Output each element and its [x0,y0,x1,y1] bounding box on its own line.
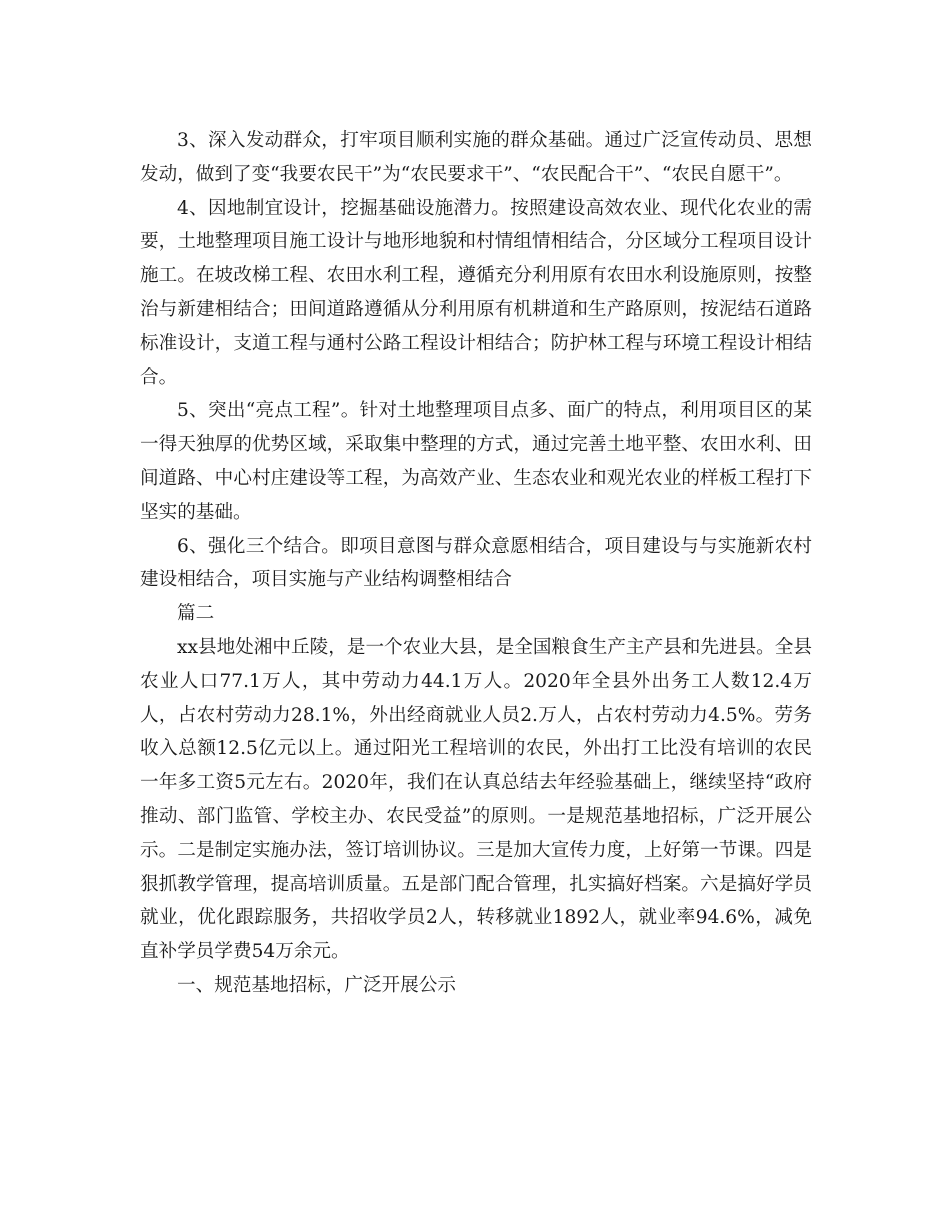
section-title: 篇二 [177,603,215,625]
paragraph-item-5: 5、突出“亮点工程”。针对土地整理项目点多、面广的特点，利用项目区的某一得天独厚的优势区域，采取集中整理的方式，通过完善土地平整、农田水利、田间道路、中心村庄建设等工程，为高效产业、生态农业和观光农业的样板工程打下坚实的基础。 [140,400,812,523]
paragraph-item-3: 3、深入发动群众，打牢项目顺利实施的群众基础。通过广泛宣传动员、思想发动，做到了变“我要农民干”为“农民要求干”、“农民配合干”、“农民自愿干”。 [140,130,812,185]
document-body [140,124,812,1003]
subheading: 一、规范基地招标，广泛开展公示 [177,974,456,996]
paragraph-item-4: 4、因地制宜设计，挖掘基础设施潜力。按照建设高效农业、现代化农业的需要，土地整理项目施工设计与地形地貌和村情组情相结合，分区域分工程项目设计施工。在坡改梯工程、农田水利工程，遵循充分利用原有农田水利设施原则，按整治与新建相结合；田间道路遵循从分利用原有机耕道和生产路原则，按泥结石道路标准设计，支道工程与通村公路工程设计相结合；防护林工程与环境工程设计相结合。 [140,197,812,388]
body-paragraph: xx县地处湘中丘陵，是一个农业大县，是全国粮食生产主产县和先进县。全县农业人口77.1万人，其中劳动力44.1万人。2020年全县外出务工人数12.4万人，占农村劳动力28.1%，外出经商就业人员2.万人，占农村劳动力4.5%。劳务收入总额12.5亿元以上。通过阳光工程培训的农民，外出打工比没有培训的农民一年多工资5元左右。2020年，我们在认真总结去年经验基础上，继续坚持“政府推动、部门监管、学校主办、农民受益”的原则。一是规范基地招标，广泛开展公示。二是制定实施办法，签订培训协议。三是加大宣传力度，上好第一节课。四是狠抓教学管理，提高培训质量。五是部门配合管理，扎实搞好档案。六是搞好学员就业，优化跟踪服务，共招收学员2人，转移就业1892人，就业率94.6%，减免直补学员学费54万余元。 [140,636,812,963]
paragraph-item-6: 6、强化三个结合。即项目意图与群众意愿相结合，项目建设与与实施新农村建设相结合，项目实施与产业结构调整相结合 [140,535,812,591]
